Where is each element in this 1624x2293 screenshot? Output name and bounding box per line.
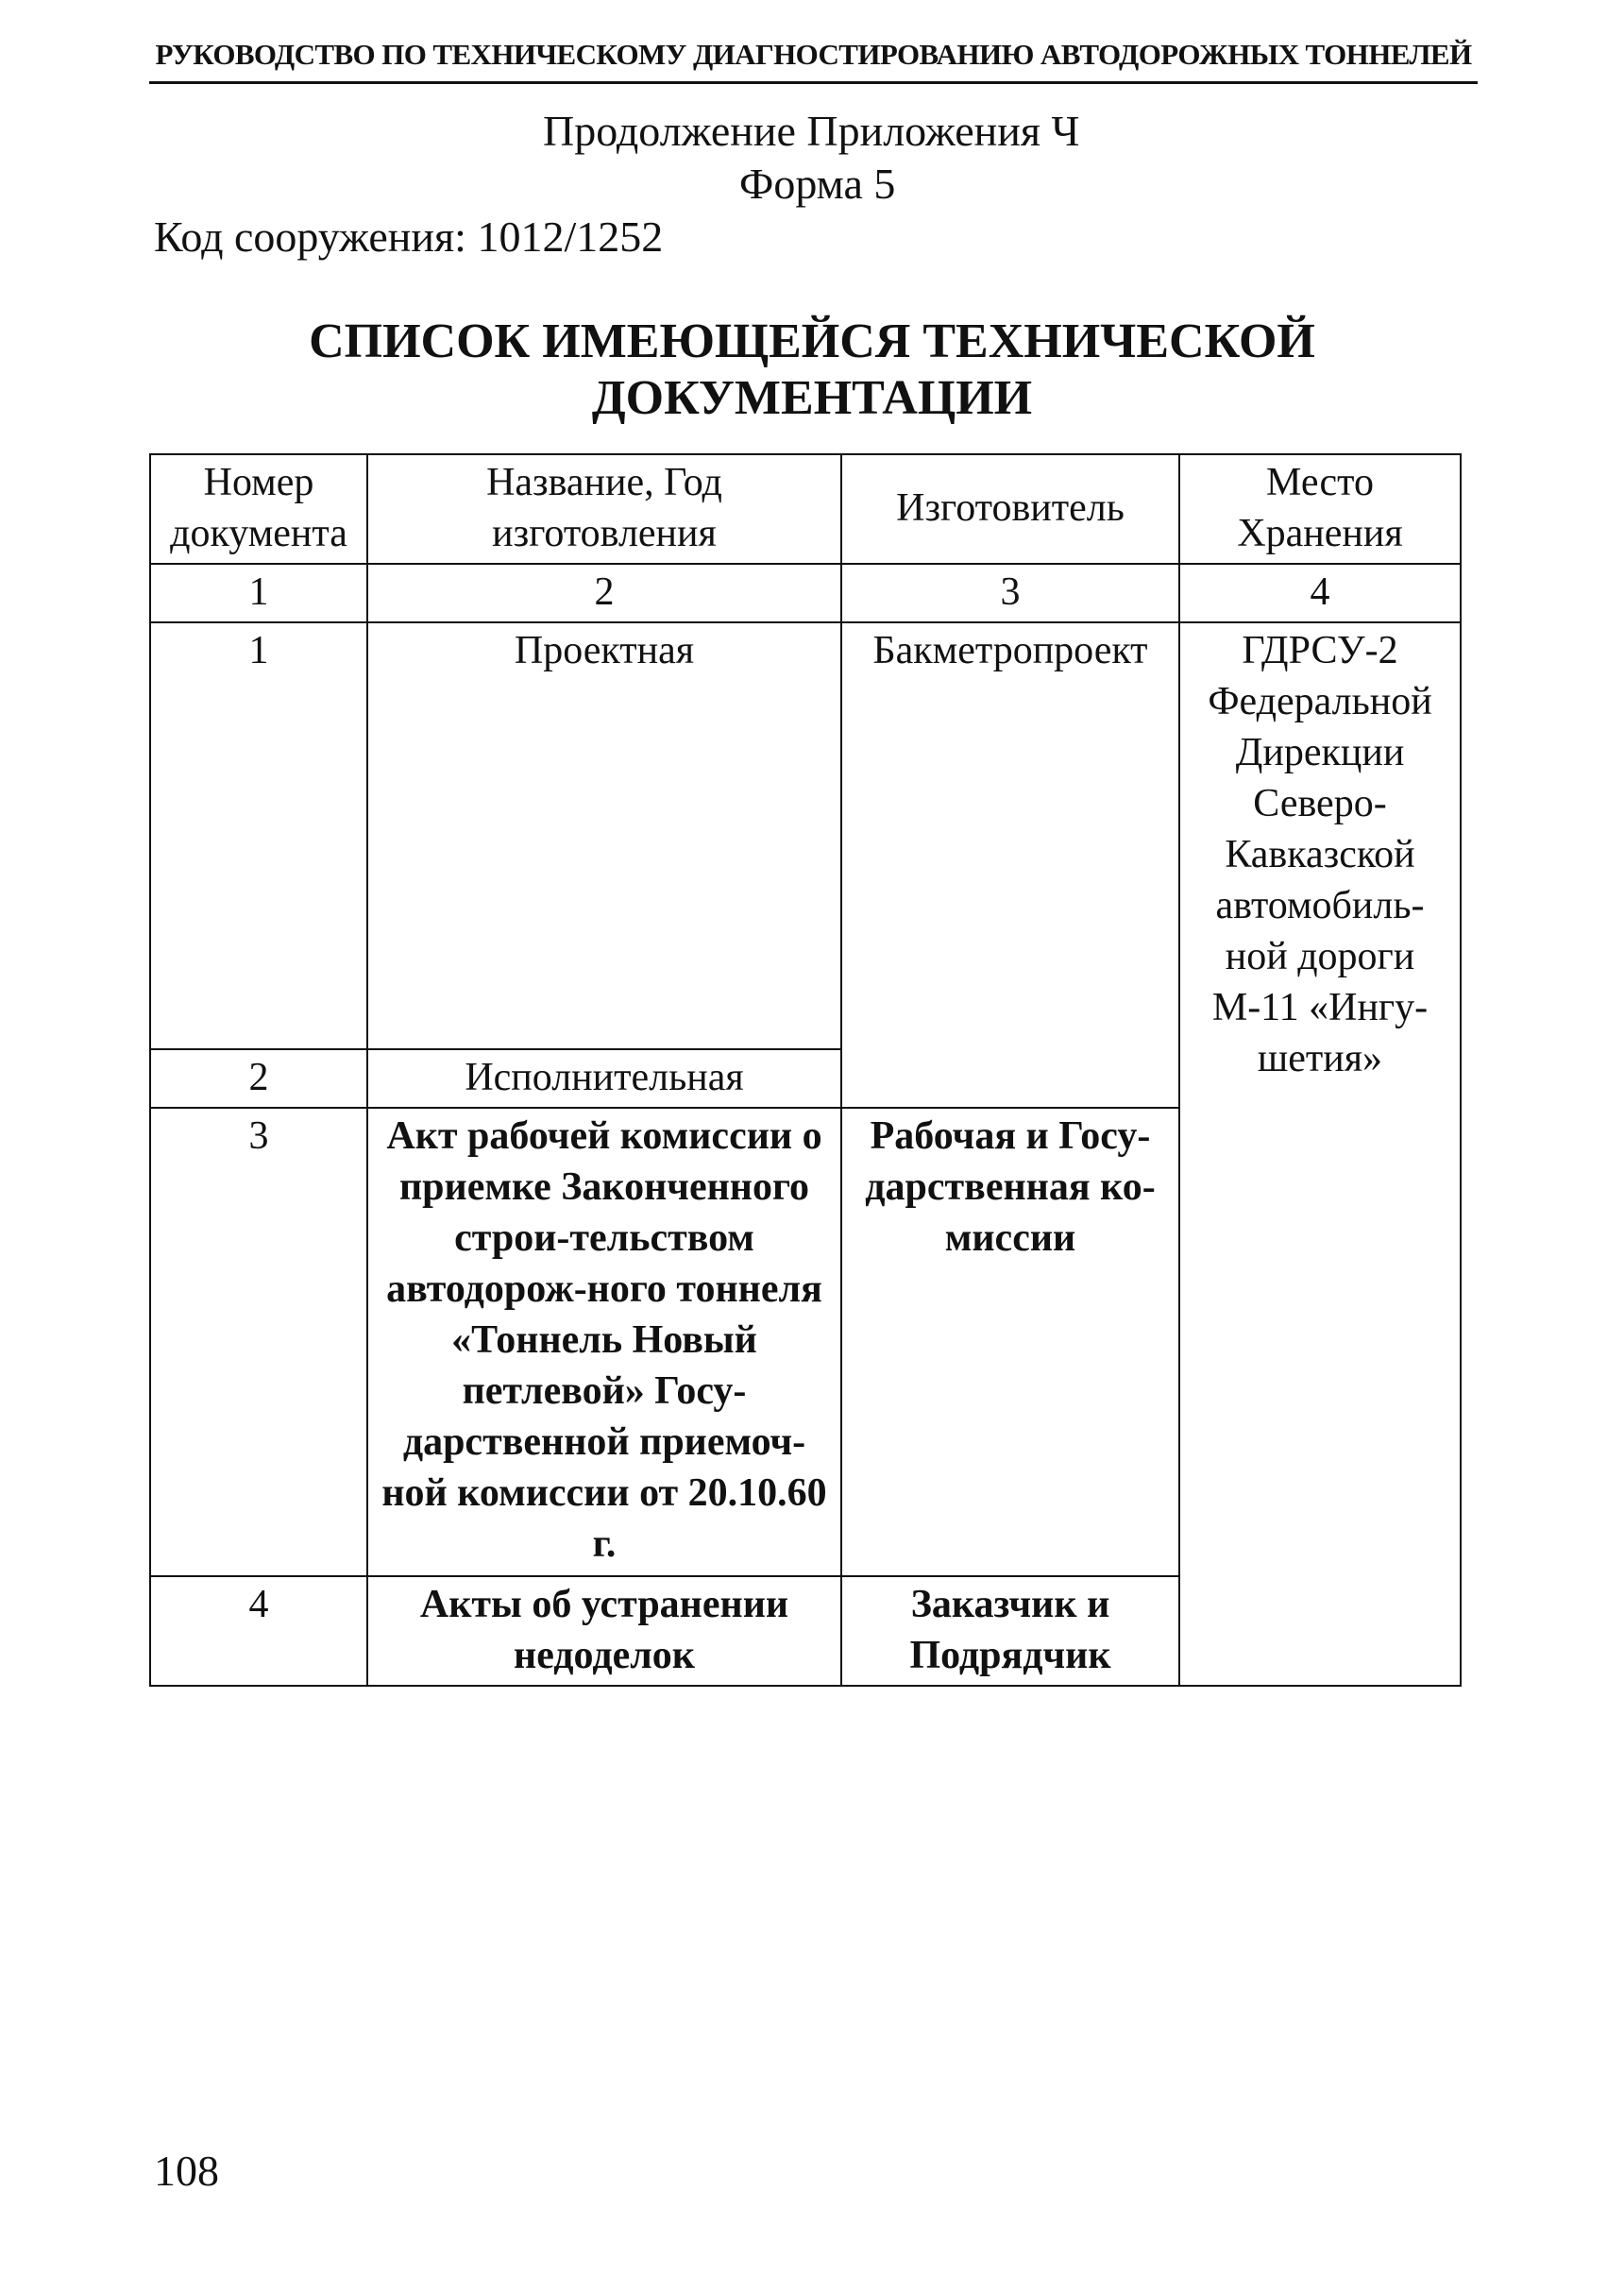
document-title: СПИСОК ИМЕЮЩЕЙСЯ ТЕХНИЧЕСКОЙ ДОКУМЕНТАЦИИ xyxy=(309,314,1315,425)
row-3-maker: Рабочая и Госу-дарственная ко-миссии xyxy=(841,1108,1179,1576)
col-num-2: 2 xyxy=(367,564,841,622)
rows-1-2-maker: Бакметропроект xyxy=(841,622,1179,1108)
facility-code: Код сооружения: 1012/1252 xyxy=(154,212,664,261)
column-number-row xyxy=(150,564,1461,622)
table-row xyxy=(150,622,1461,1049)
appendix-continuation: Продолжение Приложения Ч xyxy=(543,107,1080,155)
form-number: Форма 5 xyxy=(739,160,896,208)
header-rule xyxy=(149,81,1478,84)
row-1-number: 1 xyxy=(150,622,367,1049)
row-4-maker: Заказчик и Подрядчик xyxy=(841,1576,1179,1686)
header-number: Номер документа xyxy=(150,454,367,564)
page-number: 108 xyxy=(154,2147,219,2195)
running-header: РУКОВОДСТВО ПО ТЕХНИЧЕСКОМУ ДИАГНОСТИРОВАНИЮ АВТОДОРОЖНЫХ ТОННЕЛЕЙ xyxy=(155,38,1472,71)
row-4-name: Акты об устранении недоделок xyxy=(367,1576,841,1686)
col-num-3: 3 xyxy=(841,564,1179,622)
col-num-4: 4 xyxy=(1179,564,1461,622)
col-num-1: 1 xyxy=(150,564,367,622)
row-2-number: 2 xyxy=(150,1049,367,1108)
storage-location: ГДРСУ-2 Федеральной Дирекции Северо-Кавказской автомобиль-ной дороги М-11 «Ингу-шетия» xyxy=(1179,622,1461,1686)
header-maker: Изготовитель xyxy=(841,454,1179,564)
row-4-number: 4 xyxy=(150,1576,367,1686)
header-name: Название, Год изготовления xyxy=(367,454,841,564)
table-header-row xyxy=(150,454,1461,564)
header-storage: Место Хранения xyxy=(1179,454,1461,564)
documentation-table xyxy=(149,453,1462,1687)
row-1-name: Проектная xyxy=(367,622,841,1049)
row-3-number: 3 xyxy=(150,1108,367,1576)
row-3-name: Акт рабочей комиссии о приемке Законченного строи-тельством автодорож-ного тоннеля «Тоннель Новый петлевой» Госу-дарственной приемоч-ной комиссии от 20.10.60 г. xyxy=(367,1108,841,1576)
row-2-name: Исполнительная xyxy=(367,1049,841,1108)
